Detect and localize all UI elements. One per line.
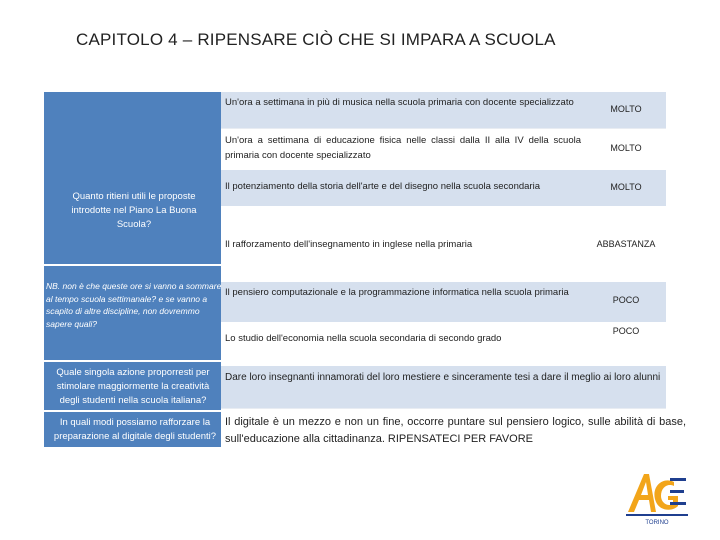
proposal-music: Un'ora a settimana in più di musica nella scuola primaria con docente specializzato xyxy=(225,97,574,108)
rating-art-history: MOLTO xyxy=(610,182,642,192)
age-logo xyxy=(622,468,692,528)
answer-digital: Il digitale è un mezzo e non un fine, occorre puntare sul pensiero logico, sulle abilità di base, sull'educazione alla cittadinanza. RIPENSATECI PER FAVORE xyxy=(225,416,686,445)
proposal-art-history: Il potenziamento della storia dell'arte e del disegno nella scuola secondaria xyxy=(225,181,540,192)
rating-english: ABBASTANZA xyxy=(596,239,656,249)
logo-caption: TORINO xyxy=(645,520,669,526)
row-separator xyxy=(221,128,666,129)
page-title: CAPITOLO 4 – RIPENSARE CIÒ CHE SI IMPARA A SCUOLA xyxy=(76,30,556,49)
divider xyxy=(44,360,221,362)
rating-economics: POCO xyxy=(612,326,640,336)
answer-creativity: Dare loro insegnanti innamorati del loro mestiere e sinceramente tesi a dare il meglio ai loro alunni xyxy=(225,372,661,383)
proposal-physical-education: Un'ora a settimana di educazione fisica nelle classi dalla II alla IV della scuola primaria con docente specializzato xyxy=(225,135,581,161)
proposal-english: Il rafforzamento dell'insegnamento in inglese nella primaria xyxy=(225,239,473,250)
rating-music: MOLTO xyxy=(610,104,642,114)
row-separator xyxy=(221,408,666,409)
proposal-computational-thinking: Il pensiero computazionale e la programmazione informatica nella scuola primaria xyxy=(225,287,569,298)
question-usefulness: Quanto ritieni utili le proposte introdotte nel Piano La Buona Scuola? xyxy=(71,191,197,230)
divider xyxy=(44,264,221,266)
rating-computational-thinking: POCO xyxy=(612,295,640,305)
rating-physical-education: MOLTO xyxy=(610,143,642,153)
note-nb: NB. non è che queste ore si vanno a sommare al tempo scuola settimanale? e se vanno a scapito di altre discipline, non dovremmo sapere quali? xyxy=(46,281,222,329)
divider xyxy=(44,410,221,412)
question-digital: In quali modi possiamo rafforzare la preparazione al digitale degli studenti? xyxy=(53,417,217,442)
question-creativity: Quale singola azione proporresti per stimolare maggiormente la creatività degli studenti nella scuola italiana? xyxy=(56,367,210,406)
proposal-economics: Lo studio dell'economia nella scuola secondaria di secondo grado xyxy=(225,333,502,344)
